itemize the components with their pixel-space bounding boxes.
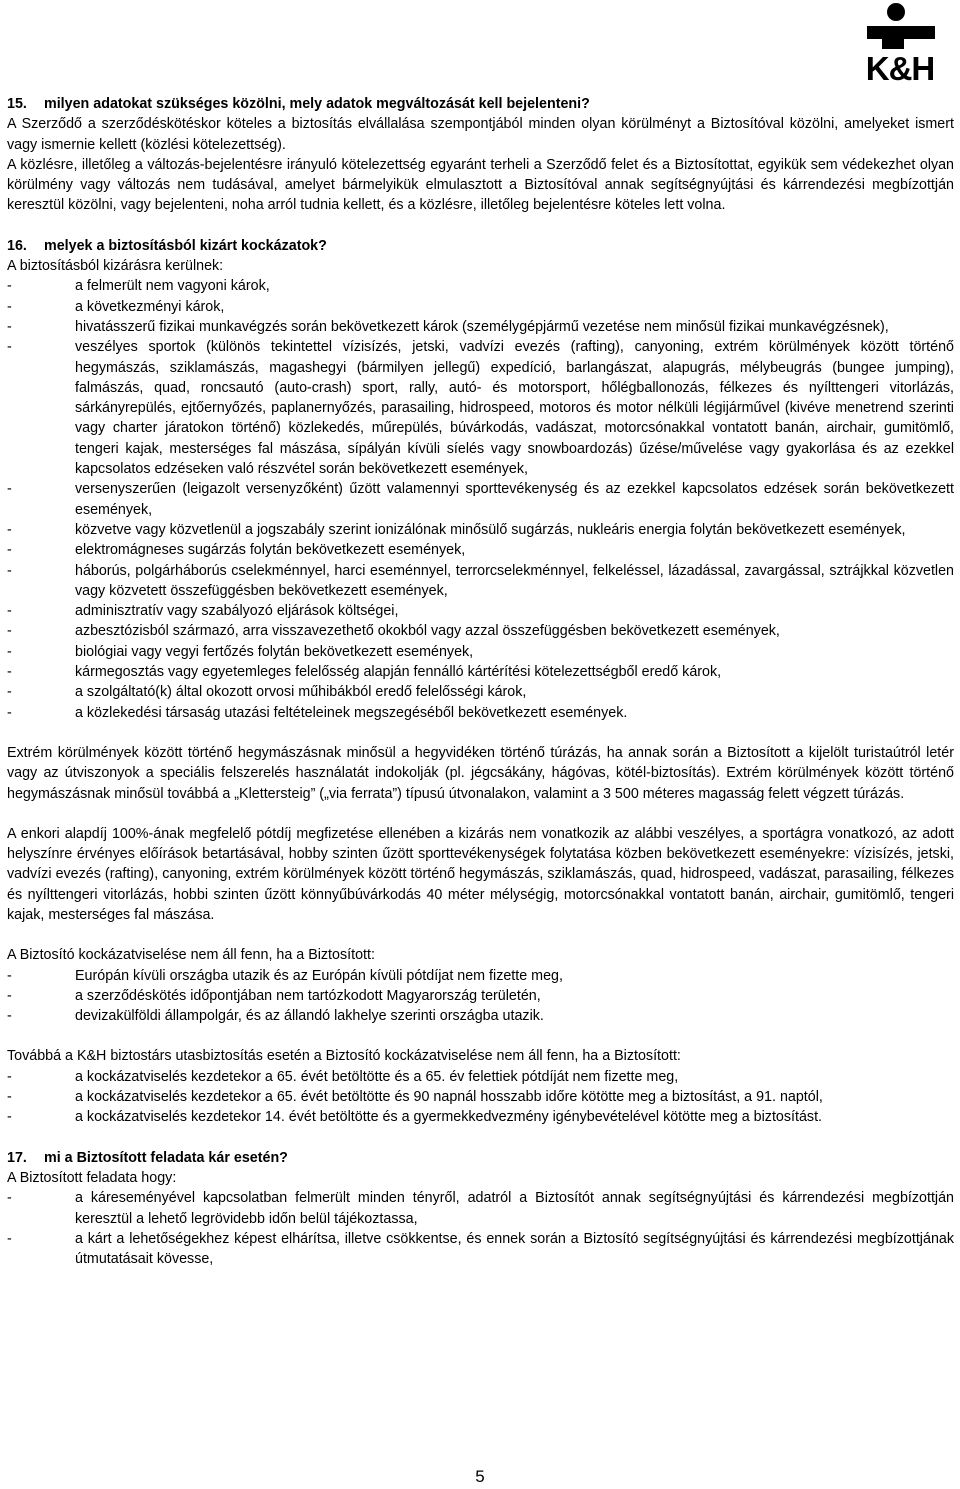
list-item: - a felmerült nem vagyoni károk, [7, 278, 270, 295]
kh-logo-mark [848, 2, 952, 52]
list-intro: Továbbá a K&H biztostárs utasbiztosítás esetén a Biztosító kockázatviselése nem áll fenn, ha a Biztosított: [7, 1048, 681, 1065]
list-item: - a szerződéskötés időpontjában nem tartózkodott Magyarország területén, [7, 987, 541, 1004]
list-item: - Európán kívüli országba utazik és az Európán kívüli pótdíjat nem fizette meg, [7, 967, 563, 984]
list-item: - a kockázatviselés kezdetekor a 65. évét betöltötte és a 65. év felettiek pótdíját nem fizette meg, [7, 1068, 679, 1085]
section-heading-16: 16. melyek a biztosításból kizárt kockázatok? [7, 237, 327, 254]
paragraph: A Szerződő a szerződéskötéskor köteles a biztosítás elvállalása szempontjából minden olyan körülményt a Biztosítóval közölni, amelyeket ismert vagy ismernie kellett (közlési kötelezettség). [7, 116, 954, 153]
section-heading-15: 15. milyen adatokat szükséges közölni, mely adatok megváltozását kell bejelenteni? [7, 96, 590, 112]
list-item: - a kockázatviselés kezdetekor a 65. évét betöltötte és 90 napnál hosszabb időre kötötte meg a biztosítást, a 91. naptól, [7, 1089, 823, 1106]
paragraph: Extrém körülmények között történő hegymászásnak minősül a hegyvidéken történő túrázás, ha annak során a Biztosított a kijelölt turistaútról letér vagy az útviszonyok a speciális felszerelés használatát indokolják (pl. jégcsákány, hágóvas, kötél-biztosítás). Extrém körülmények között történő hegymászásnak minősül továbbá a „Klettersteig” („via ferrata”) típusú útvonalakon, valamint a 3 500 méteres magasság felett végzett túrázás. [7, 744, 954, 802]
list-item: - veszélyes sportok (különös tekintettel vízisízés, jetski, vadvízi evezés (rafting), canyoning, extrém körülmények között történő hegymászás, sziklamászás, magashegyi (bármilyen jellegű) expedíció, barlangászat, alapugrás, mélybeugrás (bungee jumping), falmászás, quad, roncsautó (auto-crash) sport, rally, autó- és motorsport, hőlégballonozás, félkezes és nyílttengeri vitorlázás, sárkányrepülés, ejtőernyőzés, paplanernyőzés, parasailing, hidrospeed, motoros és motor nélküli légijárművel (kivéve menetrend szerinti vagy charter járatokon történő) közlekedés, műrepülés, búvárkodás, vadászat, motorcsónakkal vontatott banán, airchair, gumitömlő, tengeri kajak, mesterséges fal mászása, sípályán kívüli síelés vagy snowboardozás) űzése/művelése vagy gyakorlása és az ezekkel kapcsolatos edzéseken való részvétel során bekövetkezett események, [7, 339, 954, 478]
exclusions-list [7, 276, 954, 723]
list-intro: A Biztosító kockázatviselése nem áll fenn, ha a Biztosított: [7, 947, 375, 964]
list-item: - háborús, polgárháborús cselekménnyel, harci eseménnyel, terrorcselekménnyel, felkeléssel, lázadással, zavargással, sztrájkkal közvetlen vagy közvetett összefüggésben bekövetkezett események, [7, 562, 954, 599]
list-item: - a közlekedési társaság utazási feltételeinek megszegéséből bekövetkezett események. [7, 704, 628, 721]
list-item: - a következményi károk, [7, 298, 225, 315]
list-item: - adminisztratív vagy szabályozó eljárások költségei, [7, 603, 399, 620]
list-item: - közvetve vagy közvetlenül a jogszabály szerint ionizálónak minősülő sugárzás, nukleáris energia folytán bekövetkezett események, [7, 521, 906, 538]
list-item: - a kockázatviselés kezdetekor 14. évét betöltötte és a gyermekkedvezmény igénybevételével kötötte meg a biztosítást. [7, 1109, 823, 1126]
list-item: - kármegosztás vagy egyetemleges felelősség alapján fennálló kártérítési kötelezettségből eredő károk, [7, 664, 722, 681]
list-intro: A biztosításból kizárásra kerülnek: [7, 258, 224, 275]
kh-logo [848, 2, 952, 87]
page-number: 5 [475, 1467, 485, 1486]
list-item: - hivatásszerű fizikai munkavégzés során bekövetkezett károk (személygépjármű vezetése nem minősül fizikai munkavégzésnek), [7, 318, 889, 335]
list-item: - azbesztózisból származó, arra visszavezethető okokból vagy azzal összefüggésben bekövetkezett események, [7, 623, 780, 640]
paragraph: A enkori alapdíj 100%-ának megfelelő pótdíj megfizetése ellenében a kizárás nem vonatkozik az alábbi veszélyes, a sportágra vonatkozó, az adott helyszínre érvényes előírások betartásával, hobby szinten űzött sporttevékenységek folytatása közben bekövetkezett eseményekre: vízisízés, jetski, vadvízi evezés (rafting), canyoning, extrém körülmények között történő hegymászás, sziklamászás, quad, hidrospeed, vadászat, parasailing, félkezes és nyílttengeri vitorlázás, hobbi szinten űzött könnyűbúvárkodás 40 méter mélységig, motorcsónakkal vontatott banán, airchair, gumitömlő, tengeri kajak, mesterséges fal mászása. [7, 825, 954, 923]
list-item: - devizakülföldi állampolgár, és az állandó lakhelye szerinti országba utazik. [7, 1008, 544, 1025]
list-item: - biológiai vagy vegyi fertőzés folytán bekövetkezett események, [7, 643, 474, 660]
no-coverage-list [7, 966, 954, 1027]
list-intro: A Biztosított feladata hogy: [7, 1169, 177, 1186]
list-item: - a kárt a lehetőségekhez képest elhárítsa, illetve csökkentse, és ennek során a Biztosító segítségnyújtási és kárrendezési megbízottjának útmutatásait kövesse, [7, 1230, 954, 1268]
list-item: - elektromágneses sugárzás folytán bekövetkezett események, [7, 542, 466, 559]
document-body [7, 94, 954, 1269]
kh-logo-text: K&H [865, 50, 935, 87]
list-item: - a káreseményével kapcsolatban felmerült minden tényről, adatról a Biztosítót annak segítségnyújtási és kárrendezési megbízottján keresztül a lehető legrövidebb időn belül tájékoztassa, [7, 1190, 954, 1227]
list-item: - versenyszerűen (leigazolt versenyzőként) űzött valamennyi sporttevékenység és az ezekkel kapcsolatos edzések során bekövetkezett események, [7, 481, 954, 518]
section-heading-17: 17. mi a Biztosított feladata kár esetén? [7, 1149, 288, 1166]
list-item: - a szolgáltató(k) által okozott orvosi műhibákból eredő felelősségi károk, [7, 684, 527, 701]
duties-list [7, 1188, 954, 1269]
age-conditions-list [7, 1067, 954, 1128]
paragraph: A közlésre, illetőleg a változás-bejelentésre irányuló kötelezettség egyaránt terheli a Szerződő felet és a Biztosítottat, egyikük sem védekezhet olyan körülmény vagy változás nem tudásával, amelyet bármelyikük elmulasztott a Biztosítóval annak segítségnyújtási és kárrendezési megbízottján keresztül közölni, vagy bejelenteni, noha arról tudnia kellett, és a közlésre, illetőleg bejelentésre köteles lett volna. [7, 156, 954, 214]
